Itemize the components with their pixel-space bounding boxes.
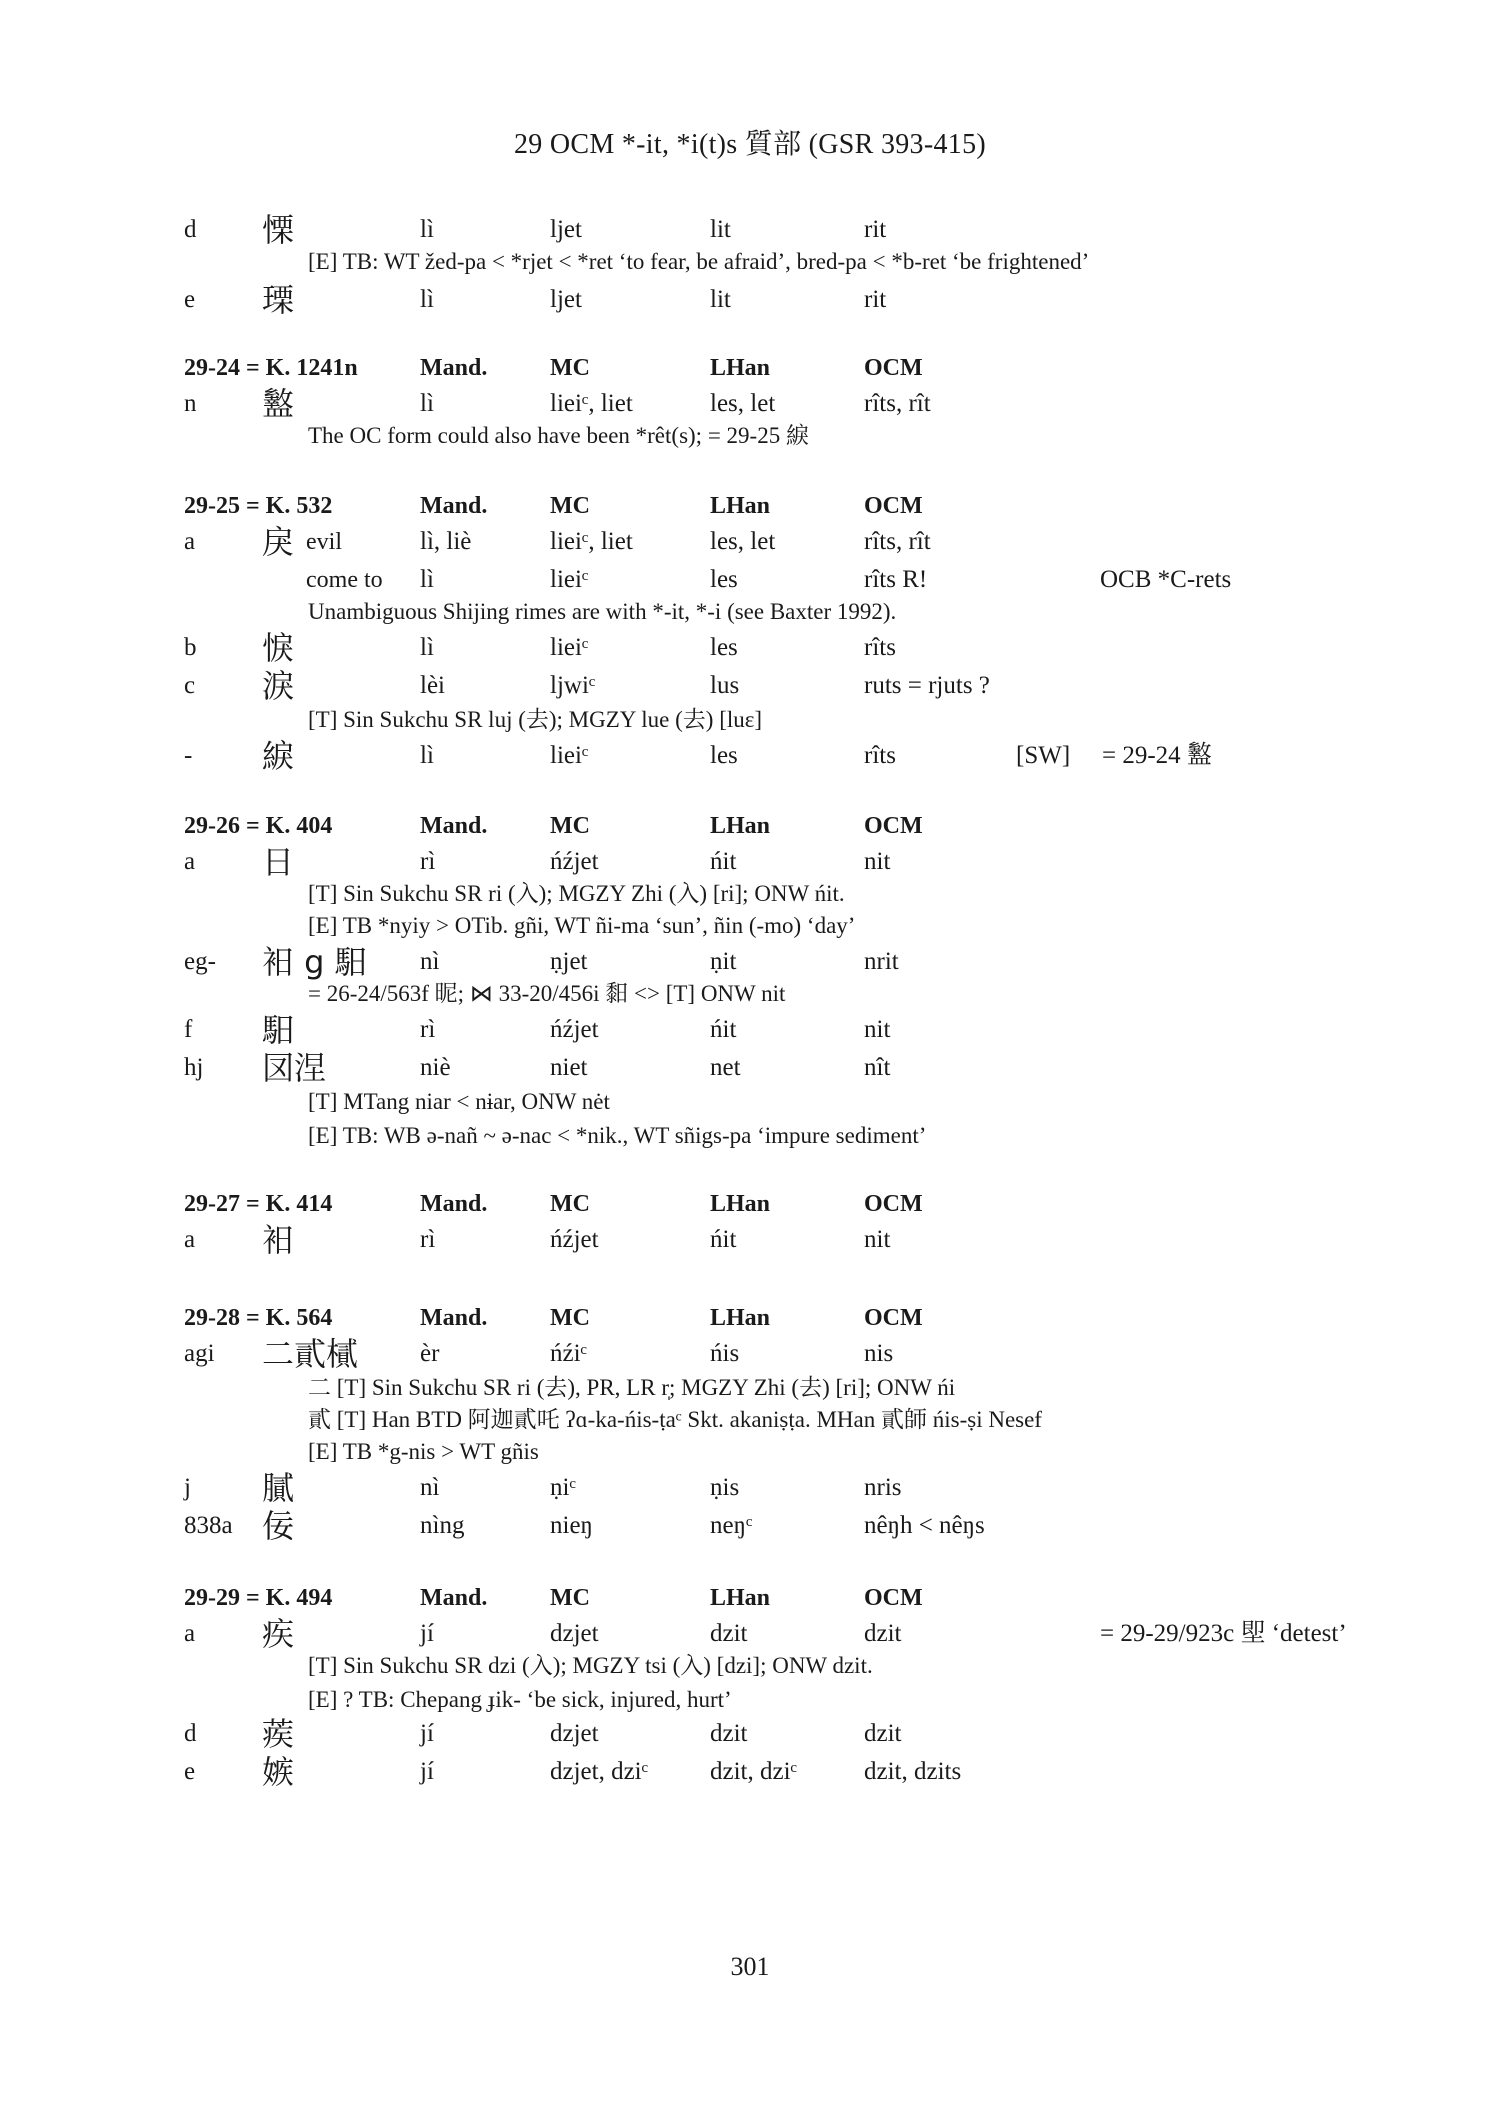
later-han-reading: ṇit — [710, 948, 737, 975]
mandarin-reading: nì — [420, 1474, 440, 1501]
mandarin-reading: èr — [420, 1340, 440, 1367]
entry-character: 疾 — [262, 1615, 295, 1653]
comparison-note: OCB *C-rets — [1100, 566, 1232, 593]
old-chinese-reading: OCM — [864, 355, 923, 381]
entry-character: 瑮 — [262, 281, 295, 319]
mandarin-reading: lì — [420, 742, 434, 769]
later-han-reading: les — [710, 566, 738, 593]
entry-note: [E] ? TB: Chepang ɟik- ‘be sick, injured, hurt’ — [308, 1687, 732, 1712]
old-chinese-reading: nît — [864, 1054, 891, 1081]
entry-label: eg- — [184, 948, 216, 975]
old-chinese-reading: rit — [864, 286, 887, 313]
mandarin-reading: nì — [420, 948, 440, 975]
mandarin-reading: Mand. — [420, 493, 488, 519]
entry-character: 㘝涅 — [262, 1049, 327, 1087]
middle-chinese-reading: ṇjet — [550, 948, 588, 975]
middle-chinese-reading: lieiᶜ — [550, 634, 589, 661]
entry-note: 貳 [T] Han BTD 阿迦貳吒 ʔɑ-ka-ńis-ṭaᶜ Skt. akaniṣṭa. MHan 貳師 ńis-ṣi Nesef — [308, 1407, 1042, 1432]
middle-chinese-reading: lieiᶜ — [550, 566, 589, 593]
comparison-note: = 29-29/923c 堲 ‘detest’ — [1100, 1620, 1347, 1647]
mandarin-reading: Mand. — [420, 1191, 488, 1217]
old-chinese-reading: rîts — [864, 742, 896, 769]
entry-character: 綟 — [262, 737, 295, 775]
entry-note: The OC form could also have been *rêt(s); = 29-25 綟 — [308, 423, 809, 448]
middle-chinese-reading: ńźiᶜ — [550, 1340, 587, 1367]
entry-label: a — [184, 528, 196, 555]
middle-chinese-reading: ṇiᶜ — [550, 1474, 576, 1501]
later-han-reading: dzit, dziᶜ — [710, 1758, 797, 1785]
entry-note: 二 [T] Sin Sukchu SR ri (去), PR, LR r̩; MGZY Zhi (去) [ri]; ONW ńi — [308, 1375, 956, 1400]
entry-label: 29-28 = K. 564 — [184, 1305, 333, 1331]
old-chinese-reading: nis — [864, 1340, 894, 1367]
old-chinese-reading: OCM — [864, 493, 923, 519]
entry-label: j — [184, 1474, 191, 1501]
later-han-reading: LHan — [710, 355, 771, 381]
old-chinese-reading: nit — [864, 848, 891, 875]
middle-chinese-reading: ńźjet — [550, 1226, 599, 1253]
entry-label: 838a — [184, 1512, 233, 1539]
old-chinese-reading: OCM — [864, 1305, 923, 1331]
entry-label: d — [184, 1720, 197, 1747]
middle-chinese-reading: ńźjet — [550, 1016, 599, 1043]
source-note: [SW] — [1016, 742, 1071, 769]
entry-note: [T] MTang niar < nɨar, ONW nėt — [308, 1089, 610, 1114]
mandarin-reading: jí — [420, 1620, 434, 1647]
middle-chinese-reading: niet — [550, 1054, 588, 1081]
old-chinese-reading: OCM — [864, 813, 923, 839]
middle-chinese-reading: dzjet — [550, 1720, 599, 1747]
old-chinese-reading: nit — [864, 1016, 891, 1043]
entry-character: 戾 — [262, 523, 295, 561]
middle-chinese-reading: ńźjet — [550, 848, 599, 875]
entry-character: 蒺 — [262, 1715, 295, 1753]
entry-label: a — [184, 848, 196, 875]
middle-chinese-reading: MC — [550, 493, 590, 519]
mandarin-reading: lì — [420, 216, 434, 243]
entry-note: [T] Sin Sukchu SR luj (去); MGZY lue (去) [luɛ] — [308, 707, 763, 732]
later-han-reading: les, let — [710, 390, 776, 417]
middle-chinese-reading: MC — [550, 1191, 590, 1217]
old-chinese-reading: nris — [864, 1474, 902, 1501]
mandarin-reading: Mand. — [420, 1585, 488, 1611]
mandarin-reading: Mand. — [420, 355, 488, 381]
entry-character: 嫉 — [262, 1753, 295, 1791]
middle-chinese-reading: ljwiᶜ — [550, 672, 596, 699]
later-han-reading: lit — [710, 216, 731, 243]
entry-character: 日 — [262, 843, 295, 881]
entry-character: 悷 — [262, 629, 295, 667]
mandarin-reading: lèi — [420, 672, 445, 699]
mandarin-reading: rì — [420, 848, 436, 875]
old-chinese-reading: dzit — [864, 1720, 902, 1747]
page-number: 301 — [730, 1952, 770, 1981]
entry-note: [E] TB: WT žed-pa < *rjet < *ret ‘to fear, be afraid’, bred-pa < *b-ret ‘be frightened’ — [308, 249, 1090, 274]
mandarin-reading: rì — [420, 1226, 436, 1253]
old-chinese-reading: nit — [864, 1226, 891, 1253]
entry-character: 慄 — [262, 211, 295, 249]
entry-character: 二貳樲 — [262, 1335, 359, 1373]
middle-chinese-reading: MC — [550, 355, 590, 381]
entry-label: 29-29 = K. 494 — [184, 1585, 333, 1611]
entry-label: 29-25 = K. 532 — [184, 493, 333, 519]
mandarin-reading: lì, liè — [420, 528, 472, 555]
old-chinese-reading: ruts = rjuts ? — [864, 672, 990, 699]
entry-label: agi — [184, 1340, 215, 1367]
later-han-reading: lus — [710, 672, 740, 699]
mandarin-reading: niè — [420, 1054, 451, 1081]
later-han-reading: ṇis — [710, 1474, 740, 1501]
middle-chinese-reading: ljet — [550, 286, 582, 313]
later-han-reading: ńis — [710, 1340, 740, 1367]
middle-chinese-reading: dzjet, dziᶜ — [550, 1758, 649, 1785]
later-han-reading: les — [710, 742, 738, 769]
old-chinese-reading: nêŋh < nêŋs — [864, 1512, 985, 1539]
entry-label: 29-24 = K. 1241n — [184, 355, 358, 381]
mandarin-reading: Mand. — [420, 813, 488, 839]
later-han-reading: les — [710, 634, 738, 661]
entry-label: d — [184, 216, 197, 243]
old-chinese-reading: dzit, dzits — [864, 1758, 962, 1785]
mandarin-reading: lì — [420, 286, 434, 313]
entry-note: [E] TB *g-nis > WT gñis — [308, 1439, 539, 1464]
entry-label: - — [184, 742, 193, 769]
entry-note: Unambiguous Shijing rimes are with *-it, *-i (see Baxter 1992). — [308, 599, 897, 624]
middle-chinese-reading: lieiᶜ, liet — [550, 390, 633, 417]
mandarin-reading: lì — [420, 390, 434, 417]
entry-note: [E] TB *nyiy > OTib. gñi, WT ñi-ma ‘sun’, ñin (-mo) ‘day’ — [308, 913, 856, 938]
entry-note: [T] Sin Sukchu SR dzi (入); MGZY tsi (入) [dzi]; ONW dzit. — [308, 1653, 873, 1678]
old-chinese-reading: dzit — [864, 1620, 902, 1647]
later-han-reading: ńit — [710, 1226, 737, 1253]
later-han-reading: LHan — [710, 1191, 771, 1217]
cross-reference: = 29-24 盭 — [1102, 742, 1212, 769]
entry-character: 盭 — [262, 385, 295, 423]
later-han-reading: dzit — [710, 1620, 748, 1647]
old-chinese-reading: rîts R! — [864, 566, 928, 593]
entry-label: 29-26 = K. 404 — [184, 813, 333, 839]
entry-character: 膩 — [262, 1469, 295, 1507]
later-han-reading: net — [710, 1054, 741, 1081]
entry-label: e — [184, 286, 196, 313]
later-han-reading: LHan — [710, 813, 771, 839]
middle-chinese-reading: nieŋ — [550, 1512, 593, 1539]
mandarin-reading: jí — [420, 1758, 434, 1785]
entry-character: 衵 — [262, 1221, 295, 1259]
middle-chinese-reading: MC — [550, 813, 590, 839]
entry-label: n — [184, 390, 197, 417]
mandarin-reading: lì — [420, 566, 434, 593]
later-han-reading: ńit — [710, 848, 737, 875]
later-han-reading: ńit — [710, 1016, 737, 1043]
middle-chinese-reading: lieiᶜ — [550, 742, 589, 769]
entry-label: 29-27 = K. 414 — [184, 1191, 333, 1217]
mandarin-reading: Mand. — [420, 1305, 488, 1331]
later-han-reading: neŋᶜ — [710, 1512, 753, 1539]
entry-gloss: evil — [306, 529, 342, 555]
later-han-reading: dzit — [710, 1720, 748, 1747]
entry-note: [E] TB: WB ə-nañ ~ ə-nac < *nik., WT sñigs-pa ‘impure sediment’ — [308, 1123, 927, 1148]
entry-label: b — [184, 634, 197, 661]
mandarin-reading: rì — [420, 1016, 436, 1043]
entry-gloss: come to — [306, 567, 383, 593]
later-han-reading: lit — [710, 286, 731, 313]
old-chinese-reading: nrit — [864, 948, 899, 975]
entry-character: 淚 — [262, 667, 295, 705]
entry-character: 馹 — [262, 1011, 295, 1049]
mandarin-reading: lì — [420, 634, 434, 661]
later-han-reading: LHan — [710, 1585, 771, 1611]
old-chinese-reading: rîts, rît — [864, 528, 931, 555]
middle-chinese-reading: ljet — [550, 216, 582, 243]
entry-note: = 26-24/563f 昵; ⋈ 33-20/456i 䵒 <> [T] ONW nit — [308, 981, 786, 1006]
middle-chinese-reading: lieiᶜ, liet — [550, 528, 633, 555]
entry-label: a — [184, 1226, 196, 1253]
entry-label: a — [184, 1620, 196, 1647]
old-chinese-reading: rîts, rît — [864, 390, 931, 417]
entry-label: c — [184, 672, 196, 699]
mandarin-reading: nìng — [420, 1512, 465, 1539]
old-chinese-reading: OCM — [864, 1191, 923, 1217]
entry-label: e — [184, 1758, 196, 1785]
entry-label: hj — [184, 1054, 204, 1081]
later-han-reading: les, let — [710, 528, 776, 555]
entry-character: 衵 g 馹 — [262, 943, 367, 981]
entry-character: 佞 — [262, 1507, 295, 1545]
middle-chinese-reading: MC — [550, 1305, 590, 1331]
entry-note: [T] Sin Sukchu SR ri (入); MGZY Zhi (入) [ri]; ONW ńit. — [308, 881, 845, 906]
old-chinese-reading: OCM — [864, 1585, 923, 1611]
mandarin-reading: jí — [420, 1720, 434, 1747]
page-header: 29 OCM *-it, *i(t)s 質部 (GSR 393-415) — [513, 129, 987, 160]
old-chinese-reading: rit — [864, 216, 887, 243]
middle-chinese-reading: dzjet — [550, 1620, 599, 1647]
entry-label: f — [184, 1016, 193, 1043]
later-han-reading: LHan — [710, 1305, 771, 1331]
middle-chinese-reading: MC — [550, 1585, 590, 1611]
old-chinese-reading: rîts — [864, 634, 896, 661]
later-han-reading: LHan — [710, 493, 771, 519]
